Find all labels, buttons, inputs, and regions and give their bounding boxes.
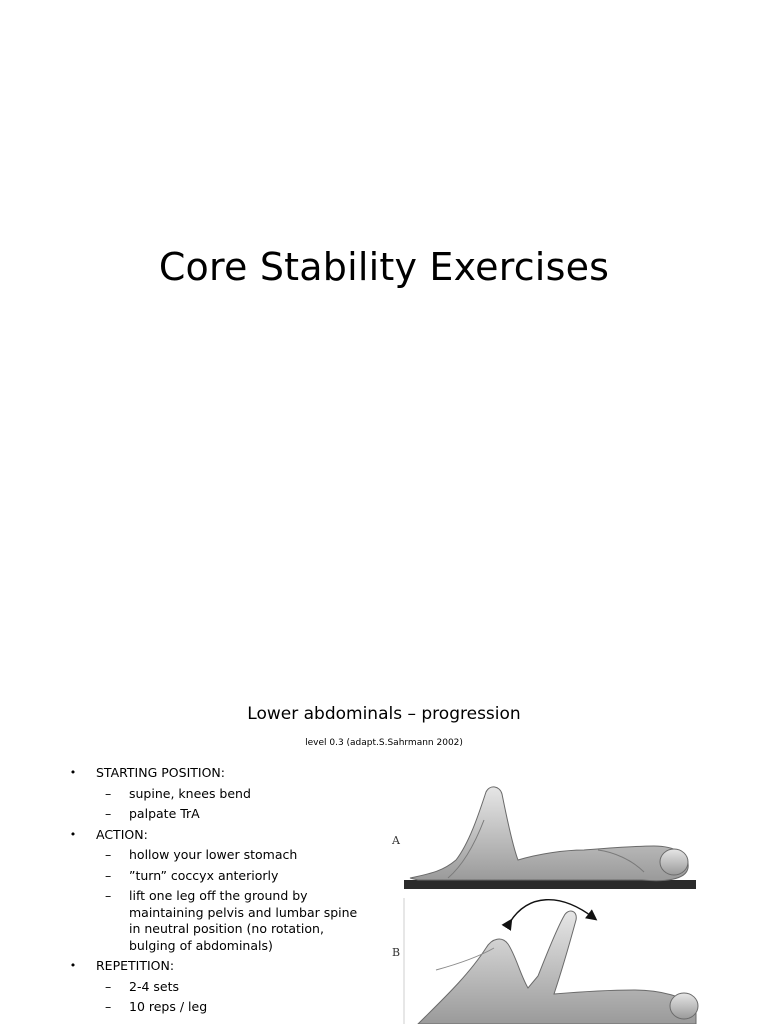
supine-figure-b xyxy=(418,911,698,1024)
dash-icon: – xyxy=(105,867,112,883)
list-item xyxy=(68,886,368,956)
exercise-subtitle: level 0.3 (adapt.S.Sahrmann 2002) xyxy=(305,738,463,748)
list-item-text: supine, knees bend xyxy=(129,785,251,801)
instruction-list xyxy=(68,763,368,1018)
list-item-text: palpate TrA xyxy=(129,806,200,821)
supine-figure-a xyxy=(404,787,696,889)
exercise-title: Lower abdominals – progression xyxy=(247,704,521,724)
bullet-icon: • xyxy=(69,959,77,972)
list-item xyxy=(68,784,368,805)
exercise-slide xyxy=(0,680,768,1024)
list-item xyxy=(68,804,368,825)
list-item-text: 2-4 sets xyxy=(129,978,180,994)
section-starting-position xyxy=(68,763,368,784)
dash-icon: – xyxy=(105,847,112,862)
section-label: REPETITION: xyxy=(96,958,175,973)
leg-arc-arrow-icon xyxy=(510,900,594,922)
section-action xyxy=(68,825,368,846)
section-label: ACTION: xyxy=(96,826,148,842)
dash-icon: – xyxy=(105,806,112,821)
bullet-icon: • xyxy=(69,827,77,841)
list-item xyxy=(68,866,368,887)
dash-icon: – xyxy=(105,785,112,801)
list-item xyxy=(68,997,368,1018)
section-repetition xyxy=(68,956,368,977)
bullet-icon: • xyxy=(69,766,77,779)
exercise-illustration xyxy=(388,780,700,1024)
floor-mat xyxy=(404,880,696,889)
section-label: STARTING POSITION: xyxy=(96,765,225,780)
figure-label-b: B xyxy=(392,946,401,959)
list-item-text: lift one leg off the ground by maintaining pelvis and lumbar spine in neutral position (no rotation, bulging of abdominals) xyxy=(129,888,358,953)
list-item xyxy=(68,977,368,998)
dash-icon: – xyxy=(105,999,112,1014)
list-item-text: 10 reps / leg xyxy=(129,999,208,1014)
list-item-text: hollow your lower stomach xyxy=(129,847,298,862)
dash-icon: – xyxy=(105,978,112,994)
figure-label-a: A xyxy=(392,834,400,847)
list-item xyxy=(68,845,368,866)
slide-title: Core Stability Exercises xyxy=(158,245,610,289)
dash-icon: – xyxy=(105,888,112,903)
list-item-text: ”turn” coccyx anteriorly xyxy=(129,867,279,883)
